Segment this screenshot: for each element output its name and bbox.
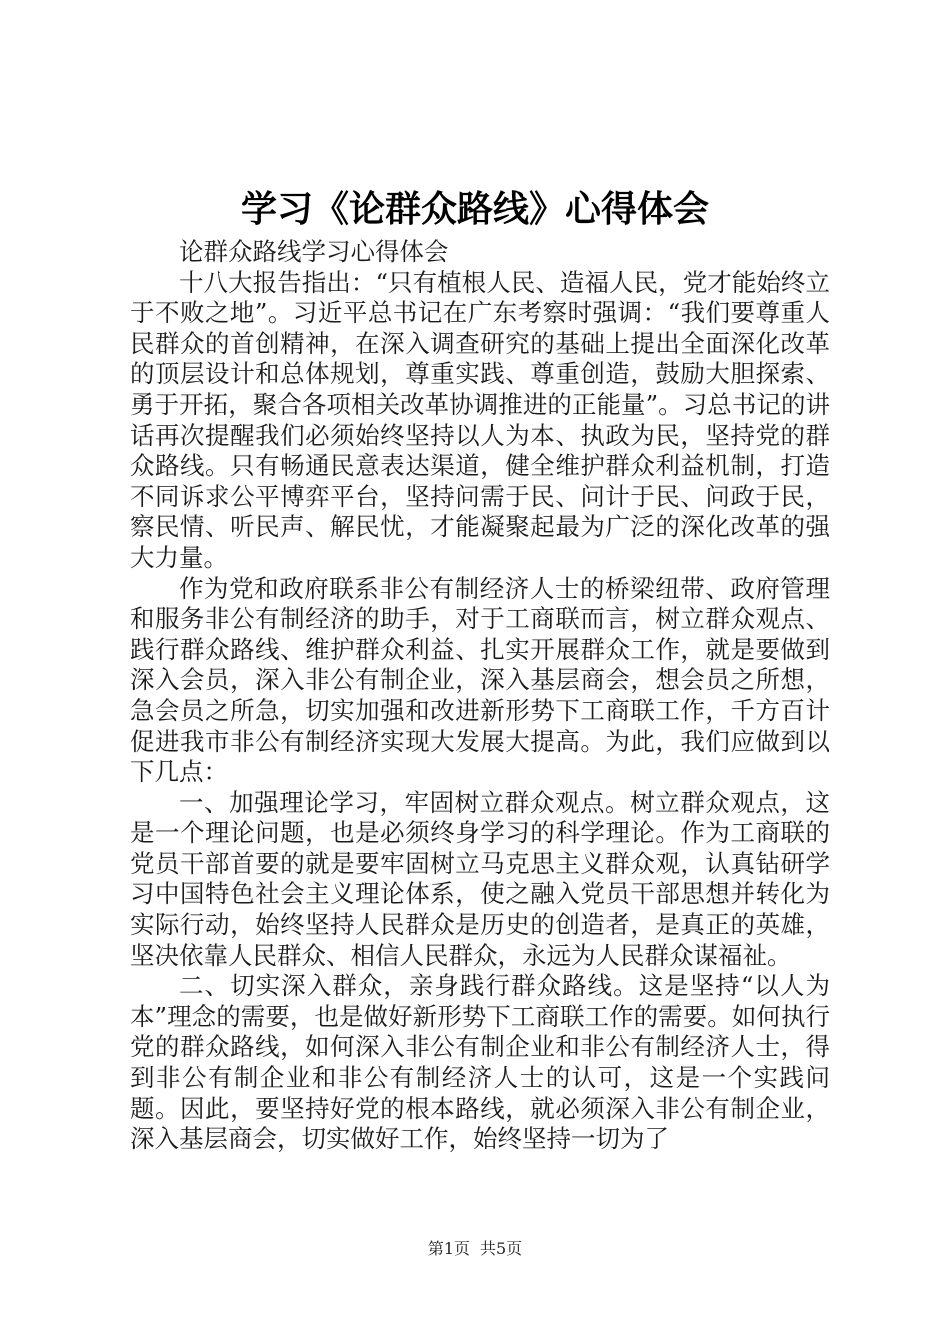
page-total: 共5页 (480, 1239, 523, 1258)
body-paragraph: 二、切实深入群众，亲身践行群众路线。这是坚持“以人为本”理念的需要，也是做好新形势下工商联工作的需要。如何执行党的群众路线，如何深入非公有制企业和非公有制经济人士，得到非公有制企业和非公有制经济人士的认可，这是一个实践问题。因此，要坚持好党的根本路线，就必须深入非公有制企业，深入基层商会，切实做好工作，始终坚持一切为了 (130, 971, 830, 1154)
body-paragraph: 作为党和政府联系非公有制经济人士的桥梁纽带、政府管理和服务非公有制经济的助手，对于工商联而言，树立群众观点、践行群众路线、维护群众利益、扎实开展群众工作，就是要做到深入会员，深入非公有制企业，深入基层商会，想会员之所想，急会员之所急，切实加强和改进新形势下工商联工作，千方百计促进我市非公有制经济实现大发展大提高。为此，我们应做到以下几点： (130, 573, 830, 787)
document-body (130, 237, 830, 1155)
page-footer (0, 1238, 950, 1260)
body-paragraph: 一、加强理论学习，牢固树立群众观点。树立群众观点，这是一个理论问题，也是必须终身学习的科学理论。作为工商联的党员干部首要的就是要牢固树立马克思主义群众观，认真钻研学习中国特色社会主义理论体系，使之融入党员干部思想并转化为实际行动，始终坚持人民群众是历史的创造者，是真正的英雄，坚决依靠人民群众、相信人民群众，永远为人民群众谋福祉。 (130, 787, 830, 970)
body-paragraph: 十八大报告指出：“只有植根人民、造福人民，党才能始终立于不败之地”。习近平总书记在广东考察时强调：“我们要尊重人民群众的首创精神，在深入调查研究的基础上提出全面深化改革的顶层设计和总体规划，尊重实践、尊重创造，鼓励大胆探索、勇于开拓，聚合各项相关改革协调推进的正能量”。习总书记的讲话再次提醒我们必须始终坚持以人为本、执政为民，坚持党的群众路线。只有畅通民意表达渠道，健全维护群众利益机制，打造不同诉求公平博弈平台，坚持问需于民、问计于民、问政于民，察民情、听民声、解民忧，才能凝聚起最为广泛的深化改革的强大力量。 (130, 267, 830, 572)
document-title: 学习《论群众路线》心得体会 (240, 188, 709, 230)
subtitle-paragraph: 论群众路线学习心得体会 (179, 237, 449, 266)
page-number: 第1页 (427, 1239, 470, 1258)
